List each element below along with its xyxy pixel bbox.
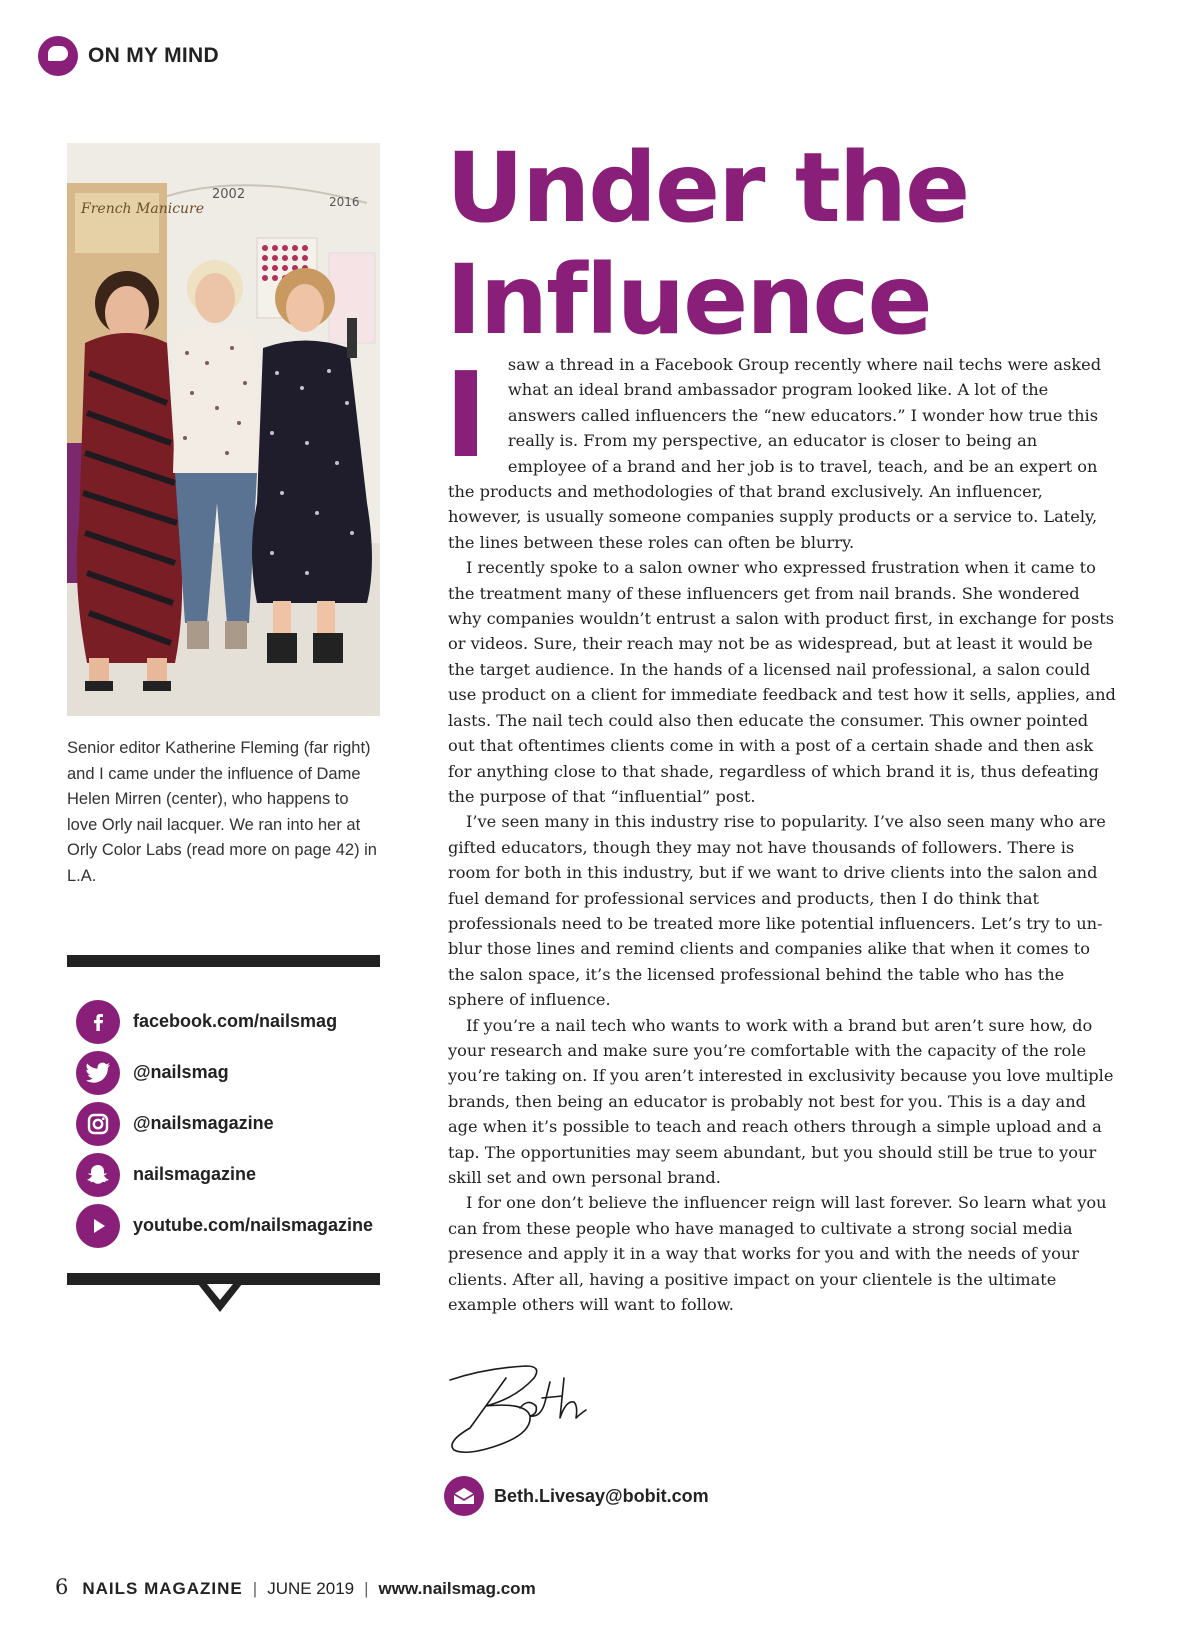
article-paragraph-3: I’ve seen many in this industry rise to popularity. I’ve also seen many who are gifted educators, though they may not have thousands of followers. There is room for both in this industry, but if we want to drive clients into the salon and fuel demand for professional services and products, then I do think that professionals need to be treated more like potential influencers. Let’s try to un-blur those lines and remind clients and companies alike that when it comes to the salon space, it’s the licensed professional behind the table who has the sphere of influence. [448, 812, 1106, 1010]
social-text: youtube.com/nailsmagazine [133, 1215, 374, 1235]
poster-text: French Manicure [81, 201, 205, 217]
headline-line-1: Under the [446, 132, 969, 244]
social-item-youtube[interactable] [76, 1200, 396, 1251]
photo-caption: Senior editor Katherine Fleming (far right) and I came under the influence of Dame Helen Mirren (center), who happens to love Orly nail lacquer. We ran into her at Orly Color Labs (read more on page 42) in L.A. [67, 739, 377, 885]
social-text: @nailsmag [133, 1062, 229, 1082]
twitter-icon [76, 1051, 120, 1095]
wall-label-right: 2016 [329, 195, 360, 209]
facebook-icon [76, 1000, 120, 1044]
page-number: 6 [55, 1575, 69, 1599]
social-text: nailsmagazine [133, 1164, 257, 1184]
envelope-icon [444, 1476, 484, 1516]
speech-bubble-icon [38, 36, 78, 76]
signature [446, 1358, 606, 1473]
article-paragraph-4: If you’re a nail tech who wants to work with a brand but aren’t sure how, do your research and make sure you’re comfortable with the capacity of the role you’re taking on. If you aren’t interested in exclusivity because you love multiple brands, then being an educator is probably not best for you. This is a day and age when it’s possible to teach and reach others through a simple upload and a tap. The opportunities may seem abundant, but you should still be true to your skill set and own personal brand. [448, 1015, 1114, 1187]
social-item-snapchat[interactable] [76, 1149, 396, 1200]
footer-separator: | [364, 1579, 369, 1598]
article-paragraph-5: I for one don’t believe the influencer reign will last forever. So learn what you can from these people who have managed to cultivate a strong social media presence and apply it in a way that works for you and with the needs of your clients. After all, having a positive impact on your clientele is the ultimate example others will want to follow. [448, 1193, 1107, 1315]
snapchat-icon [76, 1153, 120, 1197]
article-paragraph-1: saw a thread in a Facebook Group recently where nail techs were asked what an ideal brand ambassador program looked like. A lot of the answers called influencers the “new educators.” I wonder how true this really is. From my perspective, an educator is closer to being an employee of a brand and her job is to travel, teach, and be an expert on the products and methodologies of that brand exclusively. An influencer, however, is usually someone companies supply products or a service to. Lately, the lines between these roles can often be blurry. [448, 355, 1102, 552]
section-header [38, 36, 219, 76]
social-item-twitter[interactable] [76, 1047, 396, 1098]
author-email[interactable] [444, 1476, 709, 1516]
sidebar-divider-top [67, 955, 380, 967]
section-label: ON MY MIND [88, 44, 219, 67]
divider-notch-inner [207, 1284, 233, 1300]
magazine-name: NAILS MAGAZINE [82, 1579, 243, 1598]
social-text: @nailsmagazine [133, 1113, 274, 1133]
social-item-instagram[interactable] [76, 1098, 396, 1149]
headline-line-2: Influence [446, 244, 931, 356]
email-address: Beth.Livesay@bobit.com [494, 1485, 709, 1506]
article-photo [67, 143, 380, 716]
article-paragraph-2: I recently spoke to a salon owner who expressed frustration when it came to the treatment many of these influencers get from nail brands. She wondered why companies wouldn’t entrust a salon with product first, in exchange for posts or videos. Sure, their reach may not be as widespread, but at least it would be the target audience. In the hands of a licensed nail professional, a salon could use product on a client for immediate feedback and test how it sells, applies, and lasts. The nail tech could also then educate the consumer. This owner pointed out that oftentimes clients come in with a post of a certain shade and then ask for anything close to that shade, regardless of which brand it is, thus defeating the purpose of that “influential” post. [448, 558, 1116, 806]
issue-date: JUNE 2019 [267, 1579, 355, 1598]
website-link[interactable]: www.nailsmag.com [378, 1579, 536, 1598]
instagram-icon [76, 1102, 120, 1146]
drop-cap: I [444, 346, 488, 484]
social-item-facebook[interactable] [76, 996, 396, 1047]
footer-separator: | [252, 1579, 258, 1598]
article-headline [446, 132, 968, 356]
social-links [76, 996, 396, 1251]
social-text: facebook.com/nailsmag [133, 1011, 338, 1031]
article-body [444, 346, 1116, 1317]
wall-label-left: 2002 [212, 187, 246, 202]
page-footer [55, 1575, 536, 1599]
youtube-icon [76, 1204, 120, 1248]
